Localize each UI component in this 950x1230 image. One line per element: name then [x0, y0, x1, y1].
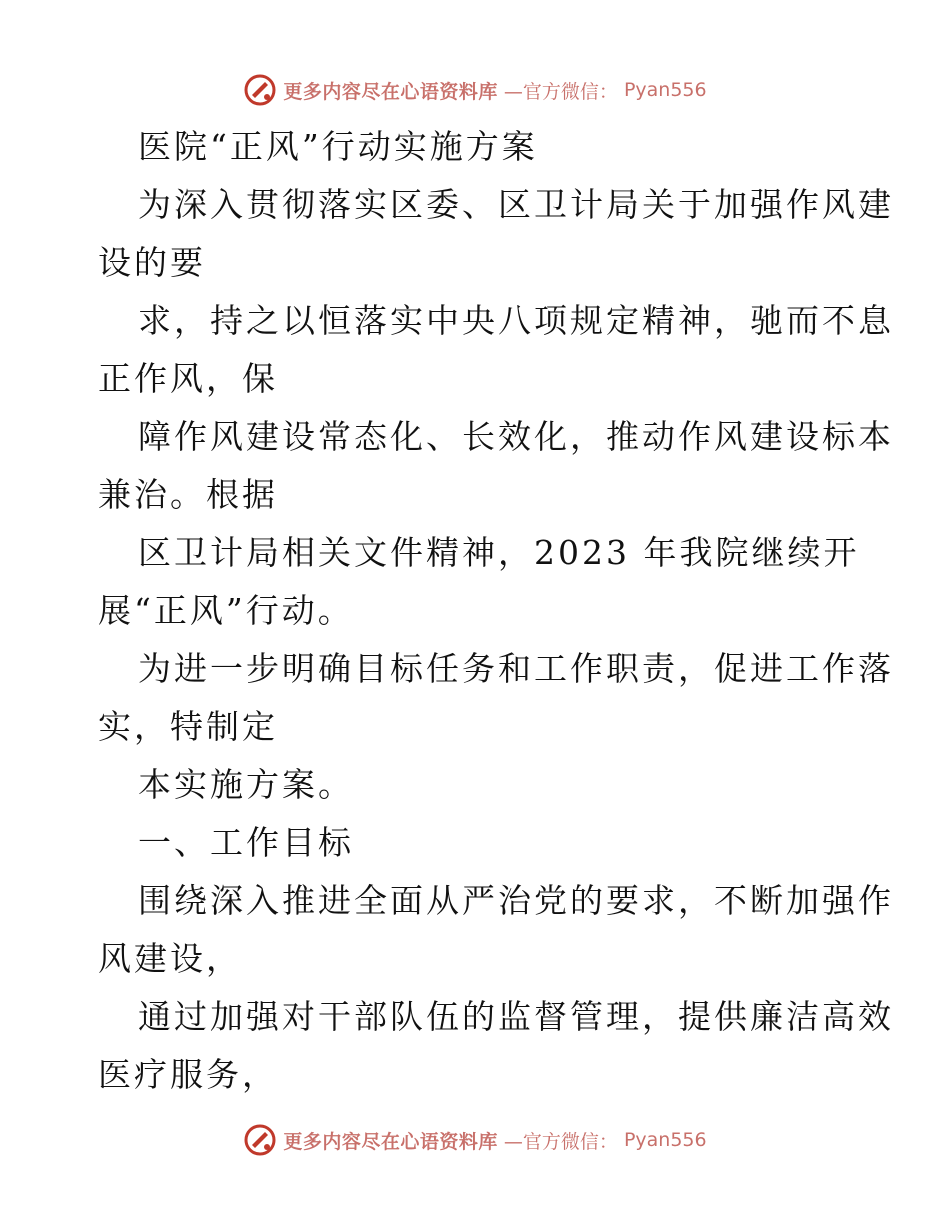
document-line: 障作风建设常态化、长效化，推动作风建设标本	[138, 417, 894, 456]
watermark-contact: Pyan556	[623, 79, 707, 101]
document-line: 为深入贯彻落实区委、区卫计局关于加强作风建	[138, 185, 894, 224]
page-header-watermark	[0, 70, 950, 110]
page-footer-watermark	[0, 1120, 950, 1160]
document-line: 展“正风”行动。	[98, 591, 354, 630]
document-line: 为进一步明确目标任务和工作职责，促进工作落	[138, 649, 894, 688]
watermark-separator: —官方微信：	[503, 80, 618, 103]
document-line: 一、工作目标	[138, 823, 354, 862]
document-line: 设的要	[98, 243, 206, 282]
watermark-contact: Pyan556	[623, 1129, 707, 1151]
document-body	[98, 118, 894, 1104]
brand-logo-icon	[243, 1123, 277, 1157]
watermark-separator: —官方微信：	[503, 1130, 618, 1153]
document-line: 实，特制定	[98, 707, 278, 746]
watermark-brand	[243, 73, 706, 107]
document-line: 区卫计局相关文件精神，2023 年我院继续开	[138, 533, 860, 572]
document-line: 求，持之以恒落实中央八项规定精神，驰而不息	[138, 301, 894, 340]
document-line: 围绕深入推进全面从严治党的要求，不断加强作	[138, 881, 894, 920]
watermark-brand-text: 更多内容尽在心语资料库	[283, 80, 498, 103]
document-line: 兼治。根据	[98, 475, 278, 514]
brand-logo-icon	[243, 73, 277, 107]
document-line: 正作风，保	[98, 359, 278, 398]
document-line: 风建设，	[98, 939, 242, 978]
watermark-brand	[243, 1123, 706, 1157]
document-line: 本实施方案。	[138, 765, 354, 804]
document-line: 医疗服务，	[98, 1055, 278, 1094]
watermark-brand-text: 更多内容尽在心语资料库	[283, 1130, 498, 1153]
document-line: 通过加强对干部队伍的监督管理，提供廉洁高效	[138, 997, 894, 1036]
document-title: 医院“正风”行动实施方案	[138, 127, 538, 166]
